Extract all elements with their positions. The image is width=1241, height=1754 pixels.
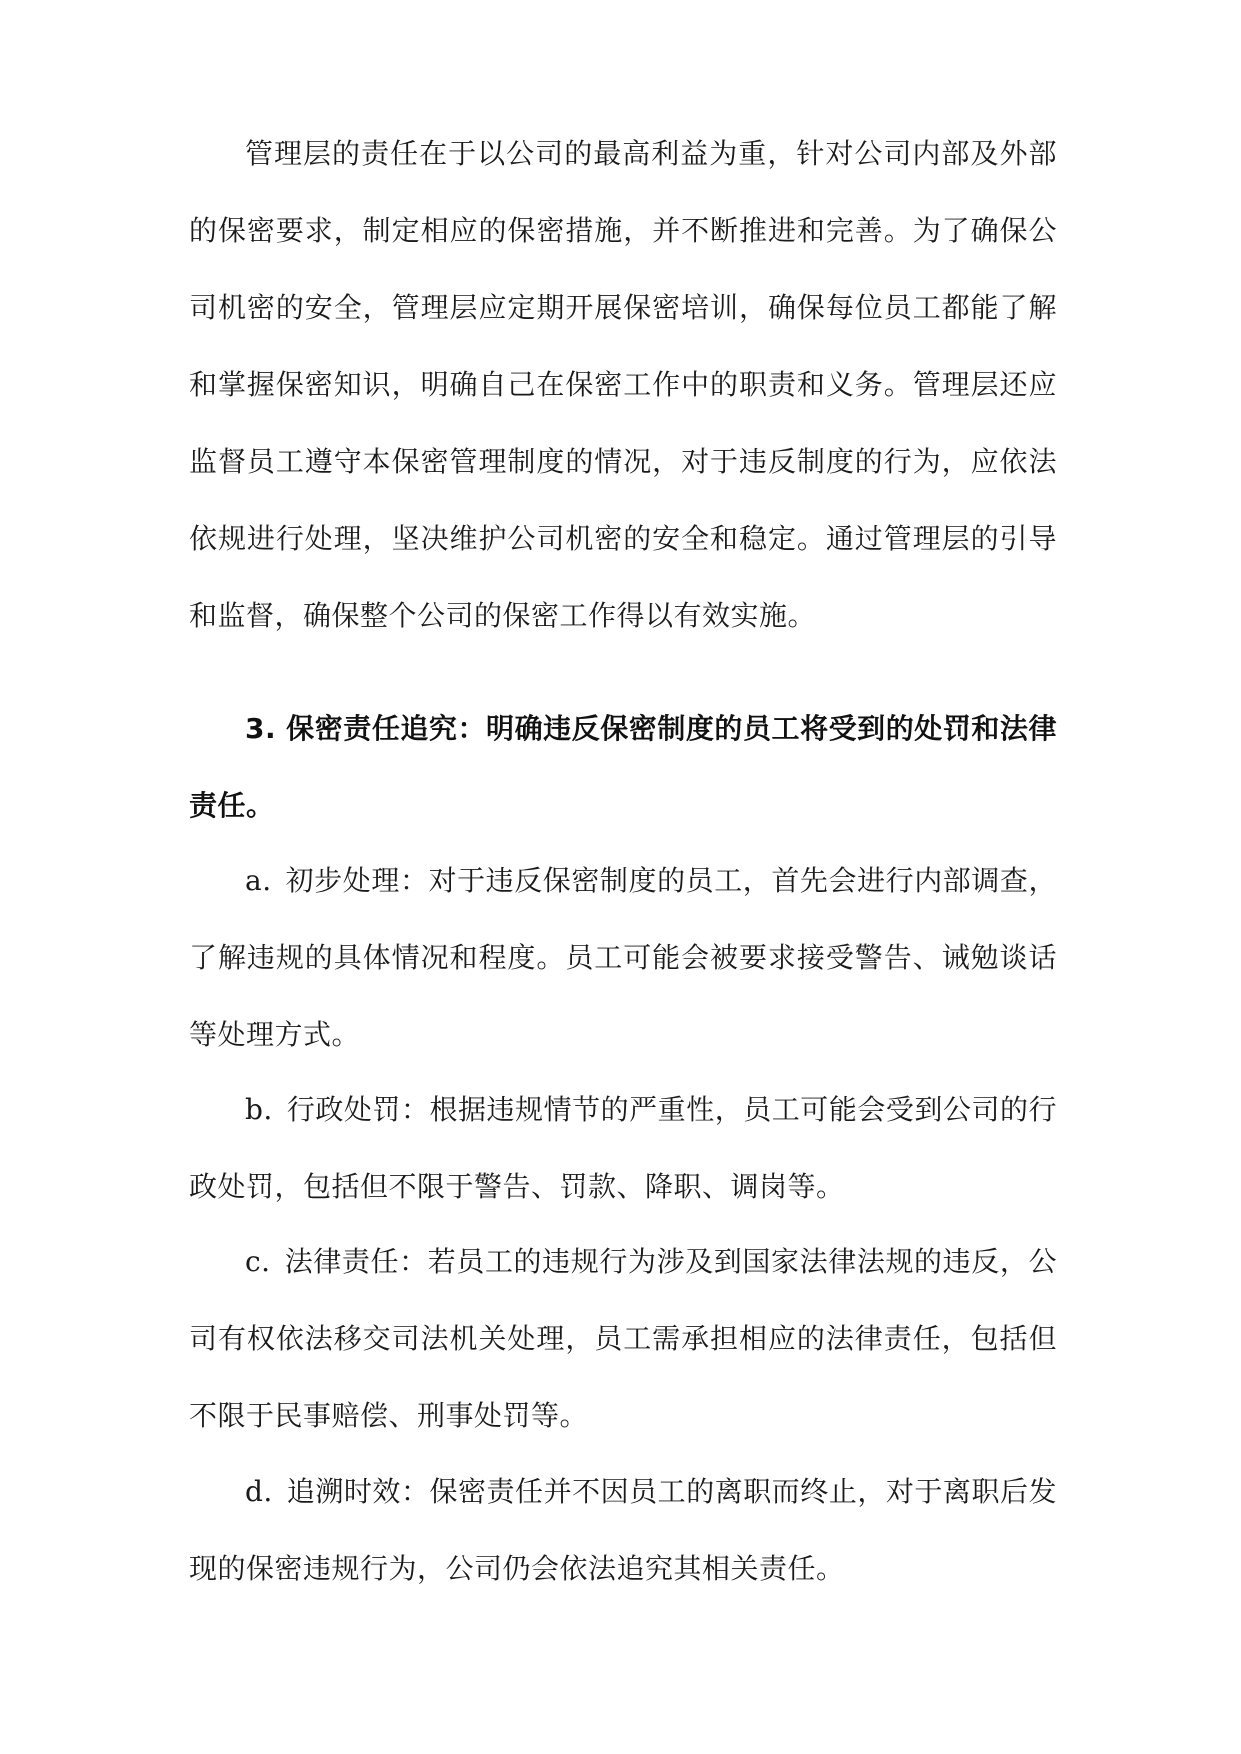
list-item-b [189, 1071, 1057, 1225]
list-item-label: c. [245, 1245, 271, 1278]
list-item-d [189, 1453, 1057, 1607]
list-item-text: 行政处罚：根据违规情节的严重性，员工可能会受到公司的行政处罚，包括但不限于警告、罚款、降职、调岗等。 [189, 1093, 1057, 1203]
list-item-text: 法律责任：若员工的违规行为涉及到国家法律法规的违反，公司有权依法移交司法机关处理，员工需承担相应的法律责任，包括但不限于民事赔偿、刑事处罚等。 [189, 1245, 1057, 1432]
list-item-label: b. [245, 1093, 273, 1126]
paragraph-management-responsibility: 管理层的责任在于以公司的最高利益为重，针对公司内部及外部的保密要求，制定相应的保密措施，并不断推进和完善。为了确保公司机密的安全，管理层应定期开展保密培训，确保每位员工都能了解和掌握保密知识，明确自己在保密工作中的职责和义务。管理层还应监督员工遵守本保密管理制度的情况，对于违反制度的行为，应依法依规进行处理，坚决维护公司机密的安全和稳定。通过管理层的引导和监督，确保整个公司的保密工作得以有效实施。 [189, 137, 1057, 632]
section-heading-text: 保密责任追究：明确违反保密制度的员工将受到的处罚和法律责任。 [189, 712, 1057, 822]
section-heading [189, 690, 1057, 844]
list-item-text: 初步处理：对于违反保密制度的员工，首先会进行内部调查，了解违规的具体情况和程度。员工可能会被要求接受警告、诫勉谈话等处理方式。 [189, 864, 1057, 1051]
list-item-label: a. [245, 864, 272, 897]
list-item-label: d. [245, 1475, 273, 1508]
list-item-text: 追溯时效：保密责任并不因员工的离职而终止，对于离职后发现的保密违规行为，公司仍会依法追究其相关责任。 [189, 1475, 1057, 1585]
list-item-c [189, 1223, 1057, 1454]
list-item-a [189, 842, 1057, 1073]
section-number: 3. [245, 712, 277, 745]
